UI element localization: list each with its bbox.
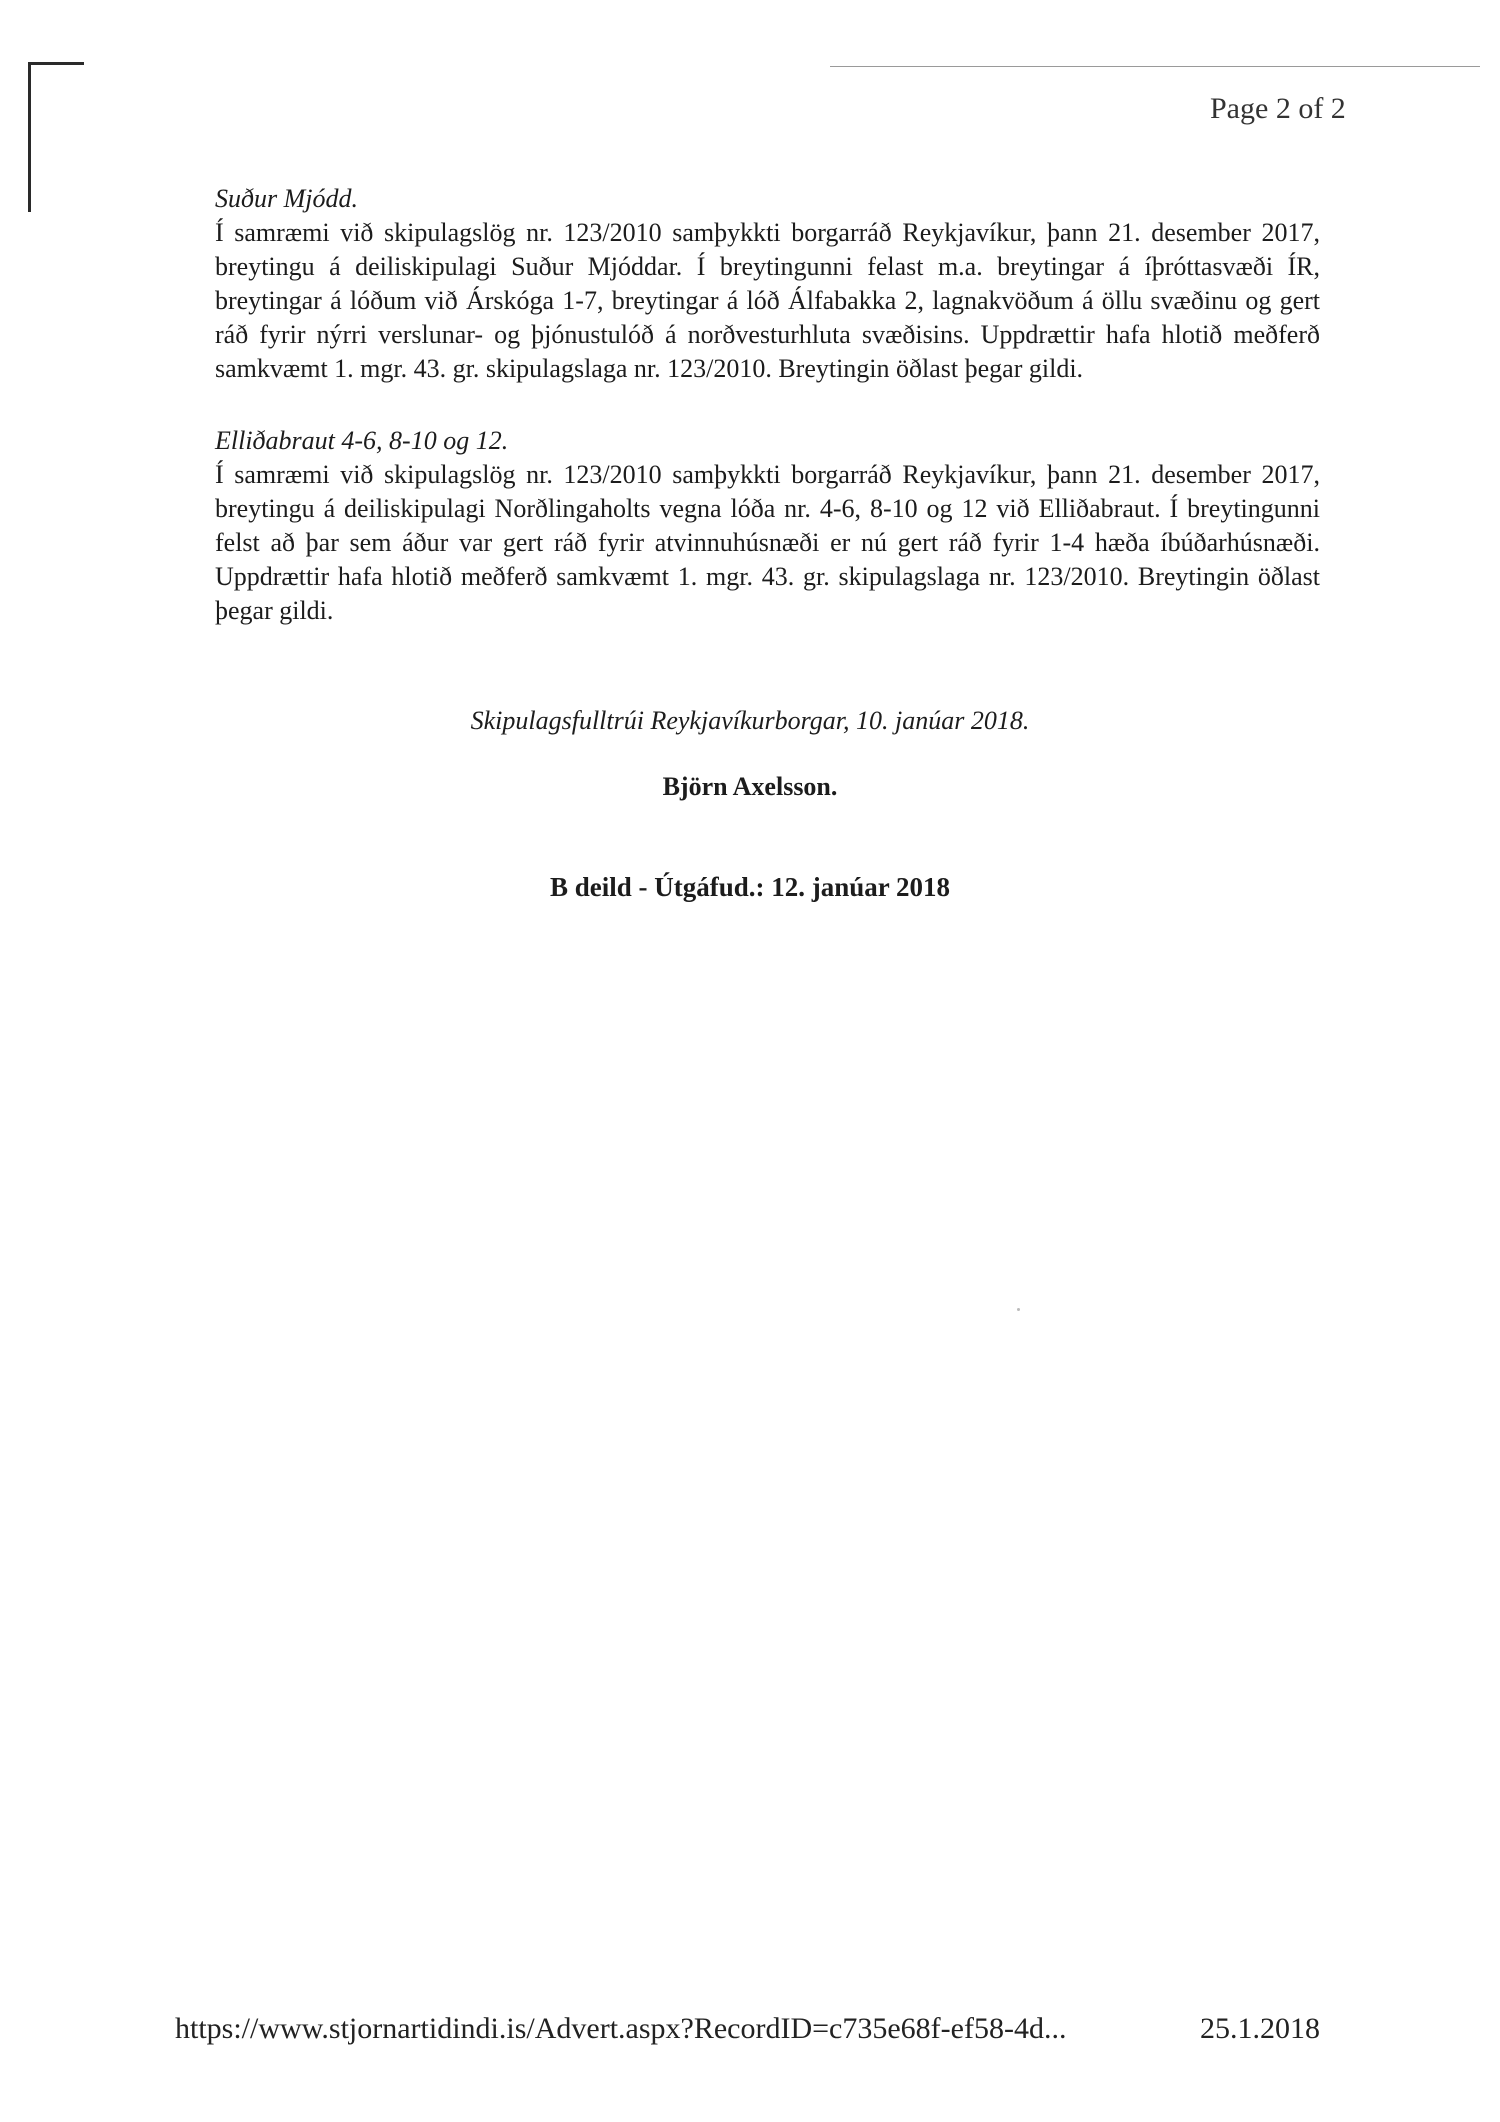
section-sudur-mjodd: [215, 182, 1320, 386]
scan-corner-mark: [28, 62, 84, 65]
footer-date: 25.1.2018: [1200, 2012, 1320, 2045]
page-number: Page 2 of 2: [1210, 92, 1346, 125]
signature-place-date: Skipulagsfulltrúi Reykjavíkurborgar, 10. janúar 2018.: [470, 706, 1030, 735]
publication-info: B deild - Útgáfud.: 12. janúar 2018: [549, 872, 951, 902]
section-title: Elliðabraut 4-6, 8-10 og 12.: [215, 426, 509, 455]
section-ellidabraut: [215, 424, 1320, 628]
scan-speck: [1017, 1308, 1020, 1311]
section-body: Í samræmi við skipulagslög nr. 123/2010 samþykkti borgarráð Reykjavíkur, þann 21. desember 2017, breytingu á deiliskipulagi Norðlingaholts vegna lóða nr. 4-6, 8-10 og 12 við Elliðabraut. Í breytingunni felst að þar sem áður var gert ráð fyrir atvinnuhúsnæði er nú gert ráð fyrir 1-4 hæða íbúðarhúsnæði. Uppdrættir hafa hlotið meðferð samkvæmt 1. mgr. 43. gr. skipulagslaga nr. 123/2010. Breytingin öðlast þegar gildi.: [215, 460, 1320, 625]
section-body: Í samræmi við skipulagslög nr. 123/2010 samþykkti borgarráð Reykjavíkur, þann 21. desember 2017, breytingu á deiliskipulagi Suður Mjóddar. Í breytingunni felast m.a. breytingar á íþróttasvæði ÍR, breytingar á lóðum við Árskóga 1-7, breytingar á lóð Álfabakka 2, lagnakvöðum á öllu svæðinu og gert ráð fyrir nýrri verslunar- og þjónustulóð á norðvesturhluta svæðisins. Uppdrættir hafa hlotið meðferð samkvæmt 1. mgr. 43. gr. skipulagslaga nr. 123/2010. Breytingin öðlast þegar gildi.: [215, 218, 1320, 383]
document-content: [215, 182, 1320, 628]
top-rule-divider: [830, 66, 1480, 67]
section-title: Suður Mjódd.: [215, 184, 358, 213]
footer-url: https://www.stjornartidindi.is/Advert.aspx?RecordID=c735e68f-ef58-4d...: [175, 2012, 1067, 2045]
scan-corner-mark-vertical: [28, 62, 31, 212]
signature-name: Björn Axelsson.: [662, 772, 838, 801]
